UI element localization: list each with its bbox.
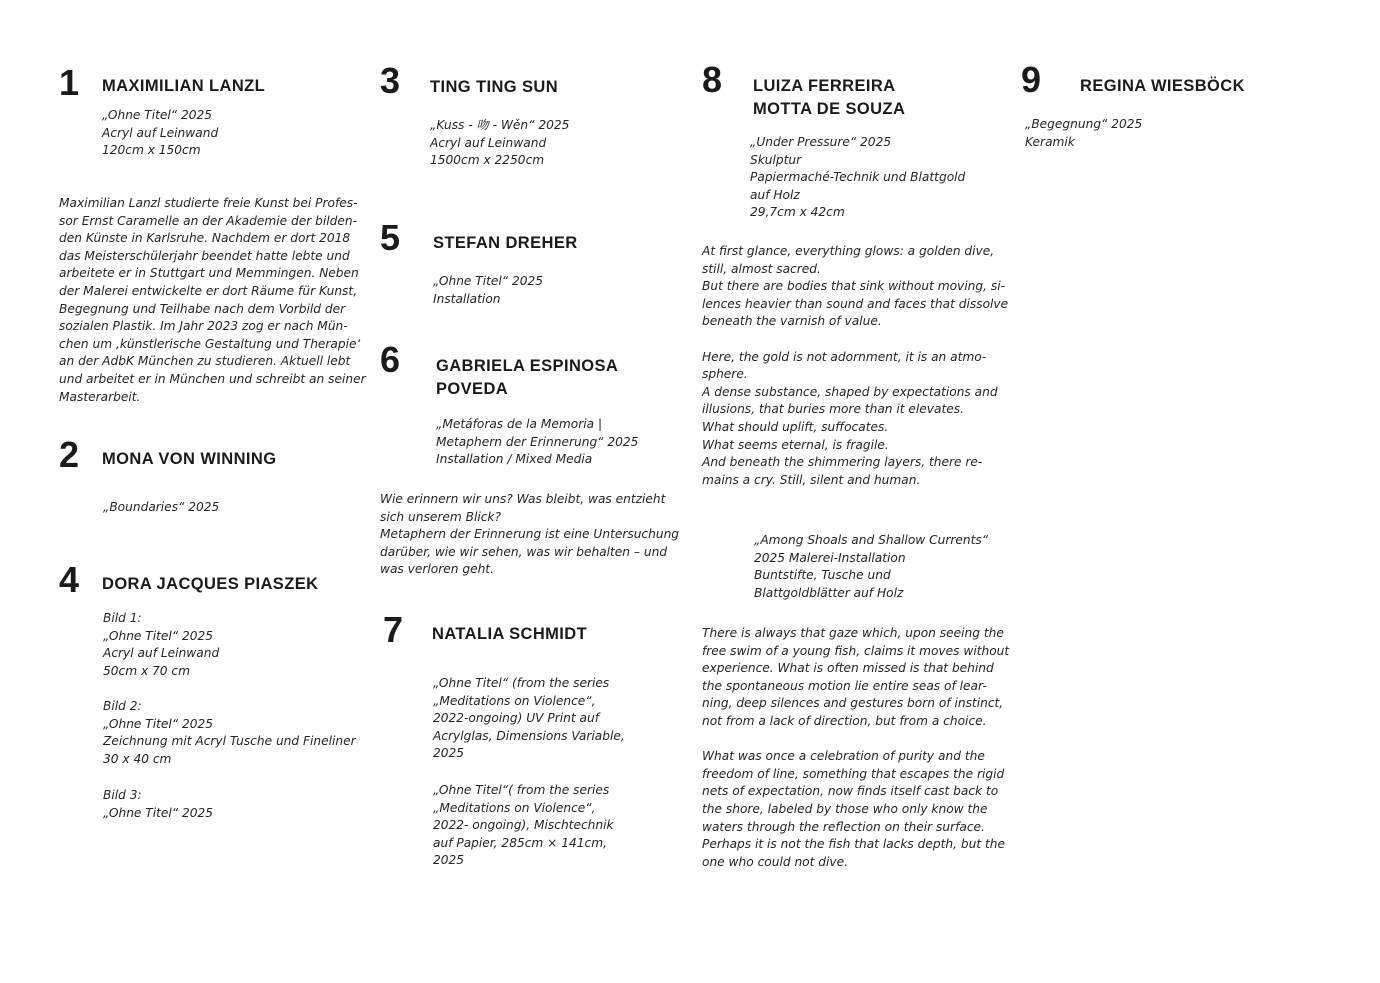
text-line: There is always that gaze which, upon seeing the [702, 626, 1004, 640]
work-line: Installation / Mixed Media [436, 452, 593, 467]
bio-line: chen um ‚künstlerische Gestaltung und Therapie‘ [59, 336, 361, 351]
text-line: illusions, that buries more than it elevates. [702, 402, 964, 417]
text-line: lences heavier than sound and faces that dissolve [702, 296, 1009, 311]
work-details [103, 698, 356, 768]
work-line: „Ohne Titel“( from the series [433, 783, 610, 797]
entry-number: 2 [59, 434, 80, 475]
work-line: „Metáforas de la Memoria | [436, 417, 603, 431]
text-line: What was once a celebration of purity and the [702, 749, 985, 764]
text-line: Metaphern der Erinnerung ist eine Untersuchung [380, 527, 680, 542]
work-line: Installation [433, 291, 501, 306]
work-line: „Among Shoals and Shallow Currents“ [754, 533, 989, 547]
work-line: 50cm x 70 cm [103, 663, 190, 678]
work-line: „Under Pressure“ 2025 [750, 135, 892, 149]
text-line: Here, the gold is not adornment, it is an atmo- [702, 349, 987, 364]
work-details [433, 782, 614, 870]
work-line: „Ohne Titel“ 2025 [103, 628, 213, 643]
work-line: Keramik [1025, 134, 1075, 149]
work-details [1025, 116, 1142, 151]
entry-number: 9 [1021, 59, 1042, 100]
bio-line: der Malerei entwickelte er dort Räume für Kunst, [59, 283, 358, 298]
text-line: A dense substance, shaped by expectations and [702, 384, 998, 399]
work-line: Bild 1: [103, 611, 142, 625]
artist-name: TING TING SUN [430, 78, 559, 96]
work-line: Metaphern der Erinnerung“ 2025 [436, 434, 639, 449]
work-line: Acryl auf Leinwand [103, 646, 220, 661]
text-line: What should uplift, suffocates. [702, 419, 889, 434]
work-line: „Begegnung“ 2025 [1025, 117, 1143, 131]
text-line: waters through the reflection on their surface. [702, 819, 985, 834]
artist-name: REGINA WIESBÖCK [1080, 77, 1245, 95]
bio-line: Maximilian Lanzl studierte freie Kunst bei Profes- [59, 196, 358, 210]
work-line: Buntstifte, Tusche und [754, 568, 891, 583]
work-line: „Meditations on Violence“, [433, 800, 596, 815]
artist-name [436, 355, 618, 401]
work-line: 29,7cm x 42cm [750, 205, 845, 220]
entry-number: 1 [59, 62, 80, 103]
work-details [103, 787, 213, 822]
work-line: 1500cm x 2250cm [430, 153, 545, 168]
text-line: What seems eternal, is fragile. [702, 437, 889, 452]
artist-name: DORA JACQUES PIASZEK [102, 575, 319, 593]
text-line: ning, deep silences and gestures born of instinct, [702, 696, 1004, 711]
work-line: „Ohne Titel“ 2025 [103, 716, 213, 731]
work-line: „Ohne Titel“ (from the series [433, 676, 610, 690]
work-line: Acryl auf Leinwand [430, 135, 547, 150]
work-line: 2025 Malerei-Installation [754, 550, 906, 565]
bio-line: an der AdbK München zu studieren. Aktuell lebt [59, 354, 351, 369]
text-line: freedom of line, something that escapes the rigid [702, 766, 1005, 781]
work-line: Blattgoldblätter auf Holz [754, 585, 904, 600]
work-line: „Meditations on Violence“, [433, 693, 596, 708]
work-line: Bild 2: [103, 699, 142, 713]
work-details [103, 499, 219, 517]
bio-line: arbeitete er in Stuttgart und Memmingen. Neben [59, 266, 359, 281]
work-description [702, 625, 1009, 871]
text-line: the shore, labeled by those who only know the [702, 801, 988, 816]
work-line: 2025 [433, 853, 465, 868]
work-line: 2022-ongoing) UV Print auf [433, 711, 600, 726]
entry-number: 4 [59, 559, 80, 600]
text-line: Perhaps it is not the fish that lacks depth, but the [702, 837, 1005, 852]
artist-name: NATALIA SCHMIDT [432, 625, 588, 643]
work-line: „Ohne Titel“ 2025 [103, 805, 213, 820]
work-line: „Boundaries“ 2025 [103, 500, 220, 514]
work-line: Skulptur [750, 152, 802, 167]
work-details [433, 675, 625, 763]
work-details [103, 610, 219, 680]
name-line: LUIZA FERREIRA [753, 77, 896, 95]
work-line: 2025 [433, 746, 465, 761]
work-description [702, 243, 1008, 489]
text-line: mains a cry. Still, silent and human. [702, 472, 921, 487]
work-line: Zeichnung mit Acryl Tusche und Fineliner [103, 734, 356, 749]
name-line: POVEDA [436, 380, 509, 398]
artist-name: STEFAN DREHER [433, 234, 578, 252]
work-description [380, 491, 679, 579]
text-line: At first glance, everything glows: a golden dive, [702, 244, 995, 258]
work-line: „Kuss - 吻 - Wěn“ 2025 [430, 118, 570, 132]
entry-number: 5 [380, 217, 401, 258]
text-line: was verloren geht. [380, 562, 494, 577]
text-line: free swim of a young fish, claims it moves without [702, 643, 1010, 658]
work-line: Papiermaché-Technik und Blattgold [750, 170, 966, 185]
artist-name: MONA VON WINNING [102, 450, 277, 468]
work-line: „Ohne Titel“ 2025 [102, 108, 212, 122]
text-line: Wie erinnern wir uns? Was bleibt, was entzieht [380, 492, 666, 506]
text-line [702, 731, 1009, 749]
bio-line: Begegnung und Teilhabe nach dem Vorbild der [59, 301, 346, 316]
work-line: 30 x 40 cm [103, 751, 172, 766]
work-details [102, 107, 218, 160]
entry-number: 3 [380, 60, 401, 101]
text-line: nets of expectation, now finds itself cast back to [702, 784, 999, 799]
artist-bio [59, 195, 366, 406]
entry-number: 6 [380, 339, 401, 380]
bio-line: und arbeitet er in München und schreibt an seiner [59, 371, 366, 386]
artist-name: MAXIMILIAN LANZL [102, 77, 266, 95]
work-line: 120cm x 150cm [102, 143, 201, 158]
work-details [430, 117, 569, 170]
text-line: the spontaneous motion lie entire seas of lear- [702, 678, 987, 693]
name-line: MOTTA DE SOUZA [753, 100, 906, 118]
text-line: beneath the varnish of value. [702, 314, 882, 329]
text-line: sich unserem Blick? [380, 509, 501, 524]
bio-line: sozialen Plastik. Im Jahr 2023 zog er nach Mün- [59, 319, 348, 334]
work-line: 2022- ongoing), Mischtechnik [433, 818, 614, 833]
work-line: Acryl auf Leinwand [102, 125, 219, 140]
bio-line: das Meisterschülerjahr beendet hatte lebte und [59, 248, 350, 263]
bio-line: den Künste in Karlsruhe. Nachdem er dort 2018 [59, 231, 351, 246]
work-line: Acrylglas, Dimensions Variable, [433, 728, 625, 743]
text-line: But there are bodies that sink without moving, si- [702, 279, 1005, 294]
text-line: still, almost sacred. [702, 261, 821, 276]
work-details [750, 134, 965, 222]
name-line: GABRIELA ESPINOSA [436, 357, 619, 375]
text-line: And beneath the shimmering layers, there re- [702, 455, 983, 470]
work-line: auf Holz [750, 187, 800, 202]
artist-name [753, 75, 905, 121]
work-details [754, 532, 988, 602]
entry-number: 8 [702, 59, 723, 100]
work-line: „Ohne Titel“ 2025 [433, 274, 543, 288]
work-details [436, 416, 638, 469]
work-line: auf Papier, 285cm × 141cm, [433, 835, 607, 850]
text-line: not from a lack of direction, but from a choice. [702, 713, 987, 728]
work-line: Bild 3: [103, 788, 142, 802]
text-line: darüber, wie wir sehen, was wir behalten – und [380, 544, 668, 559]
text-line: experience. What is often missed is that behind [702, 661, 994, 676]
text-line: sphere. [702, 367, 748, 382]
text-line [702, 331, 1008, 349]
bio-line: Masterarbeit. [59, 389, 141, 404]
work-details [433, 273, 543, 308]
entry-number: 7 [383, 609, 404, 650]
text-line: one who could not dive. [702, 854, 848, 869]
bio-line: sor Ernst Caramelle an der Akademie der bilden- [59, 213, 357, 228]
